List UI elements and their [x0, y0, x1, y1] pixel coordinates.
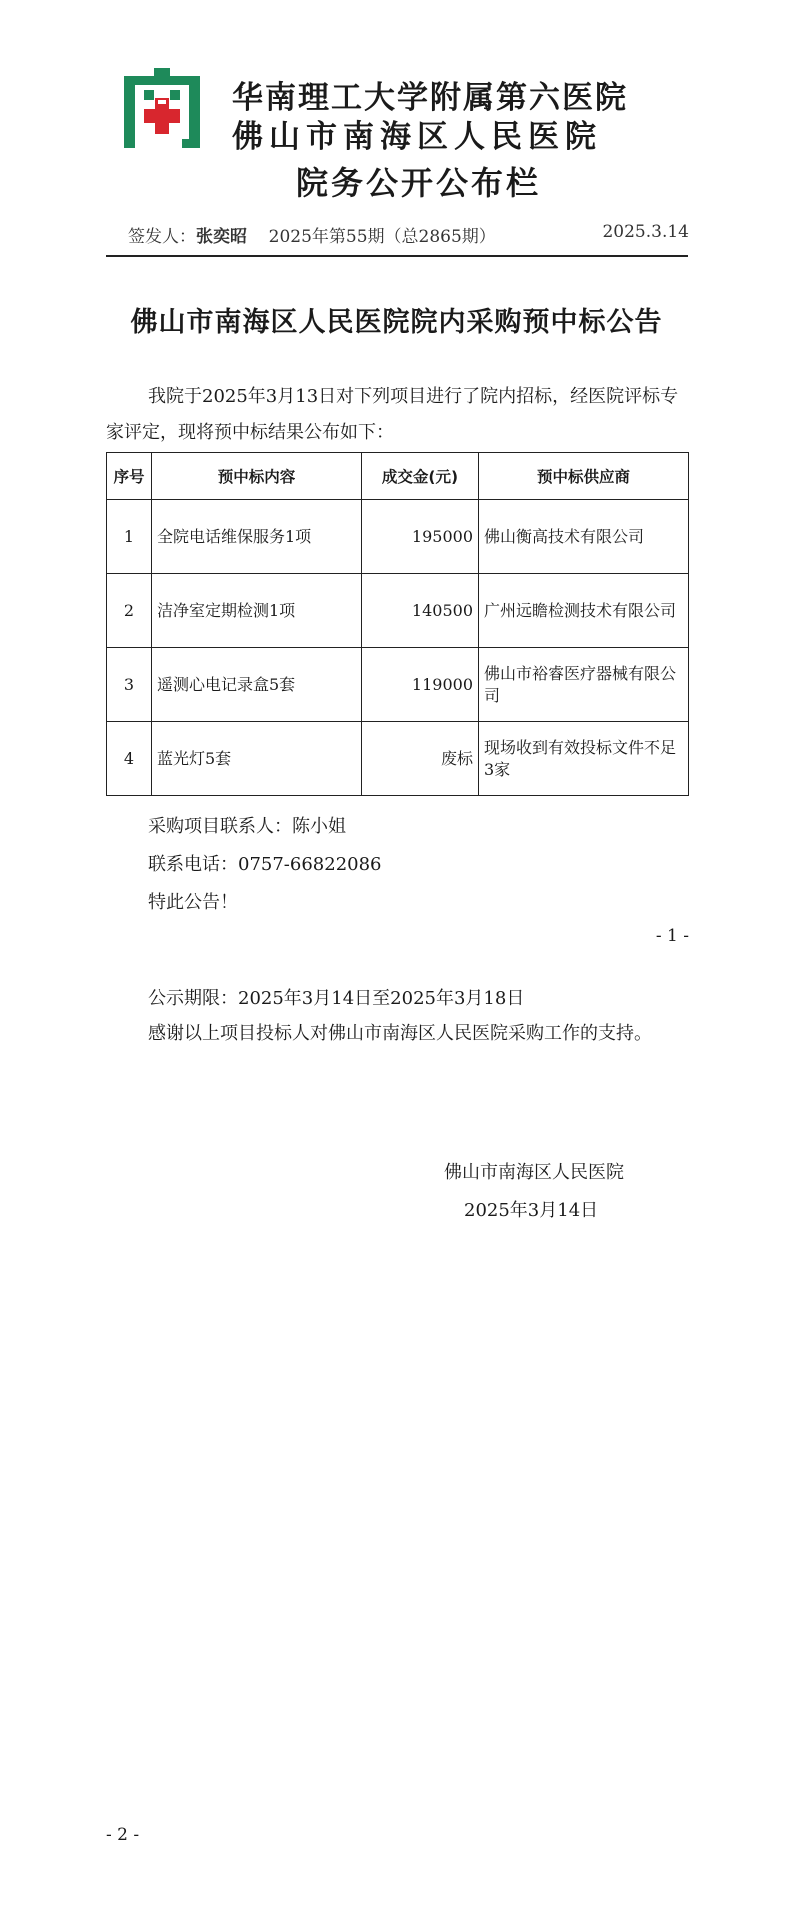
table-row: [107, 500, 689, 574]
issue-number: 2025年第55期（总2865期）: [268, 227, 496, 247]
page-number-1: - 1 -: [655, 926, 689, 946]
header-supplier: 预中标供应商: [479, 453, 689, 500]
award-table: [106, 452, 689, 796]
issue-date: 2025.3.14: [602, 222, 689, 242]
cell-no: 2: [107, 574, 152, 648]
issuer-name: 张奕昭: [196, 227, 247, 247]
thanks-paragraph: 感谢以上项目投标人对佛山市南海区人民医院采购工作的支持。: [148, 1023, 652, 1044]
cell-content: 全院电话维保服务1项: [152, 500, 362, 574]
cell-amount: 195000: [362, 500, 479, 574]
cell-amount: 119000: [362, 648, 479, 722]
table-row: [107, 648, 689, 722]
notice-period: 公示期限：2025年3月14日至2025年3月18日: [148, 988, 525, 1009]
page-number-2: - 2 -: [106, 1825, 140, 1845]
cell-no: 3: [107, 648, 152, 722]
contact-phone: 联系电话：0757-66822086: [148, 854, 382, 875]
issuer-label: 签发人：: [128, 227, 196, 247]
table-row: [107, 722, 689, 796]
cell-supplier: 广州远瞻检测技术有限公司: [479, 574, 689, 648]
cell-content: 洁净室定期检测1项: [152, 574, 362, 648]
hospital-logo: [124, 68, 200, 148]
cell-supplier: 佛山市裕睿医疗器械有限公司: [479, 648, 689, 722]
contact-person: 采购项目联系人：陈小姐: [148, 816, 346, 837]
header-amount: 成交金(元): [362, 453, 479, 500]
header-divider: [106, 255, 688, 257]
intro-paragraph: 我院于2025年3月13日对下列项目进行了院内招标，经医院评标专家评定，现将预中标结果公布如下：: [106, 386, 679, 443]
cell-amount: 废标: [362, 722, 479, 796]
board-title: 院务公开公布栏: [296, 164, 542, 202]
table-row: [107, 574, 689, 648]
header-content: 预中标内容: [152, 453, 362, 500]
hospital-name-primary: 华南理工大学附属第六医院: [232, 80, 628, 116]
issuer-line: [128, 222, 496, 247]
cell-content: 蓝光灯5套: [152, 722, 362, 796]
cell-no: 4: [107, 722, 152, 796]
notice-closing: 特此公告！: [148, 892, 238, 913]
cell-supplier: 现场收到有效投标文件不足3家: [479, 722, 689, 796]
cell-amount: 140500: [362, 574, 479, 648]
header-no: 序号: [107, 453, 152, 500]
table-header-row: [107, 453, 689, 500]
cell-supplier: 佛山衡高技术有限公司: [479, 500, 689, 574]
cell-content: 遥测心电记录盒5套: [152, 648, 362, 722]
notice-title: 佛山市南海区人民医院院内采购预中标公告: [130, 307, 663, 338]
signature-date: 2025年3月14日: [464, 1200, 599, 1221]
cell-no: 1: [107, 500, 152, 574]
signature-organization: 佛山市南海区人民医院: [444, 1162, 624, 1183]
hospital-name-secondary: 佛山市南海区人民医院: [232, 119, 602, 155]
